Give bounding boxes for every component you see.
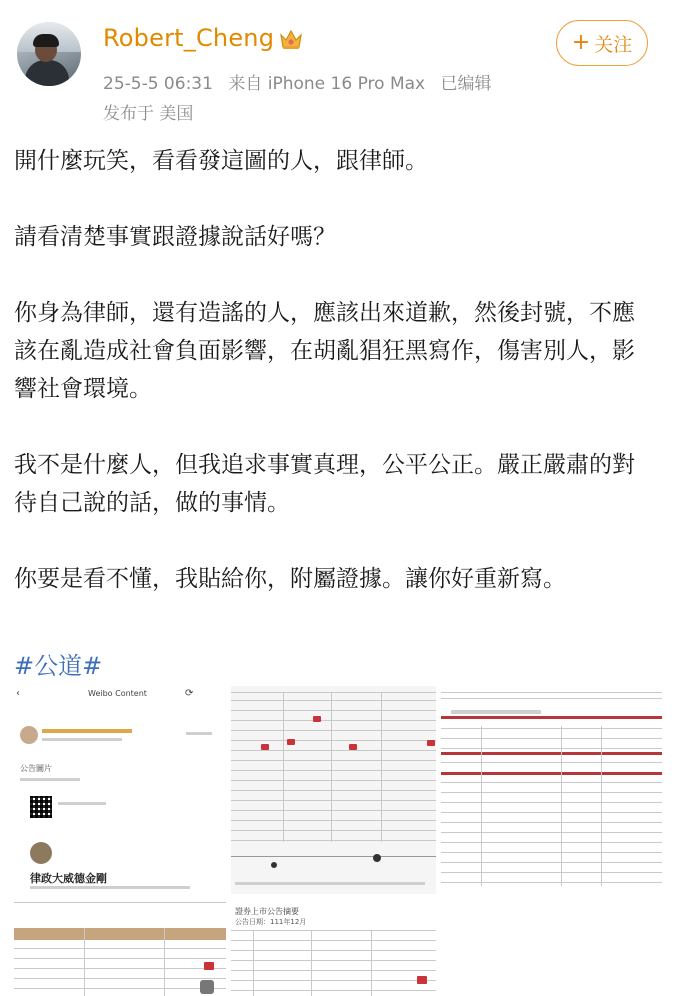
image-thumbnail-4[interactable] xyxy=(14,900,226,996)
image-thumbnail-3[interactable] xyxy=(441,686,662,894)
back-icon: ‹ xyxy=(16,688,20,699)
post-paragraph: 開什麼玩笑，看看發這圖的人，跟律師。 xyxy=(14,148,428,174)
edited-label[interactable]: 已编辑 xyxy=(440,74,492,94)
post-paragraph: 請看清楚事實跟證據說話好嗎？ xyxy=(14,224,336,250)
image-thumbnail-2[interactable] xyxy=(231,686,436,894)
follow-label: 关注 xyxy=(594,33,633,56)
follow-button[interactable] xyxy=(556,20,648,66)
timestamp: 25-5-5 06:31 xyxy=(103,74,213,94)
post-paragraph: 你要是看不懂，我貼給你，附屬證據。讓你好重新寫。 xyxy=(14,566,566,592)
post-paragraph: 我不是什麼人，但我追求事實真理，公平公正。嚴正嚴肅的對待自己說的話，做的事情。 xyxy=(14,452,635,516)
post-meta xyxy=(103,69,502,94)
image-thumbnail-1[interactable] xyxy=(14,686,226,894)
refresh-icon: ⟳ xyxy=(185,688,194,699)
avatar xyxy=(20,726,38,744)
post-body xyxy=(14,142,654,636)
thumb-title: Weibo Content xyxy=(88,689,147,698)
hashtag-link[interactable]: #公道# xyxy=(14,652,103,680)
thumb-subtitle: 公告圖片 xyxy=(20,764,52,773)
avatar xyxy=(30,842,52,864)
post-header xyxy=(0,0,676,130)
image-thumbnail-5[interactable] xyxy=(231,900,436,996)
thumb-bold-name: 律政大威德金剛 xyxy=(30,872,107,885)
plus-icon: + xyxy=(571,30,591,55)
post-source: 来自 iPhone 16 Pro Max xyxy=(228,74,426,94)
thumb-date: 公告日期：111年12月 xyxy=(235,918,307,926)
post-location: 发布于 美国 xyxy=(103,104,194,124)
avatar[interactable] xyxy=(17,22,81,86)
crown-icon xyxy=(278,27,304,51)
thumb-header: 證券上市公告摘要 xyxy=(235,907,299,916)
qr-code-icon xyxy=(30,796,52,818)
post-paragraph: 你身為律師，還有造謠的人，應該出來道歉，然後封號，不應該在亂造成社會負面影響，在胡亂猖狂黑寫作，傷害別人，影響社會環境。 xyxy=(14,300,635,402)
username[interactable]: Robert_Cheng xyxy=(103,24,275,52)
